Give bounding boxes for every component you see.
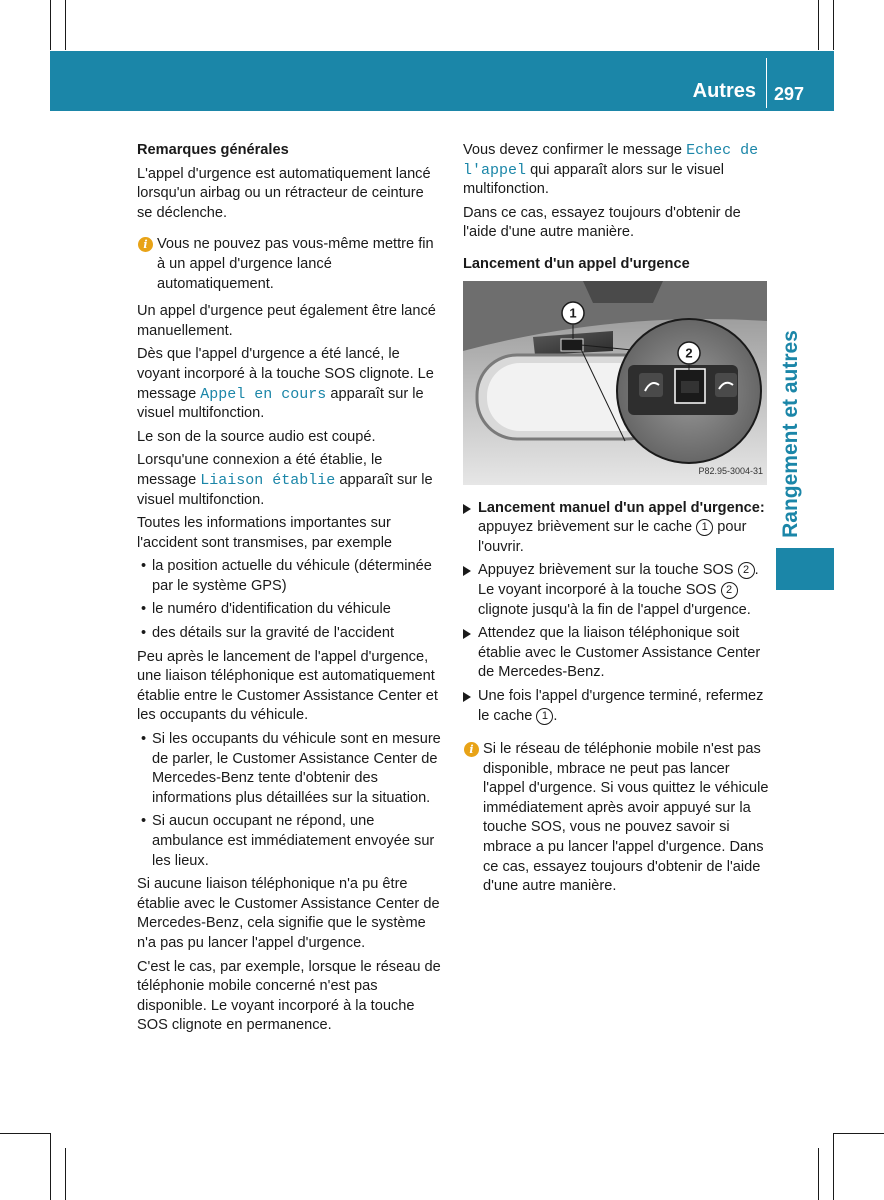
step-item: Une fois l'appel d'urgence terminé, refermez le cache 1 .: [463, 687, 769, 726]
crop-mark: [65, 1148, 66, 1200]
heading-general: Remarques générales: [137, 142, 289, 158]
info-note: [137, 235, 443, 294]
paragraph-case: C'est le cas, par exemple, lorsque le réseau de téléphonie mobile concerné n'est pas disponible. Le voyant incorporé à la touche SOS clignote en permanence.: [137, 958, 441, 1034]
step-item: Attendez que la liaison téléphonique soit établie avec le Customer Assistance Center de Mercedes-Benz.: [463, 624, 769, 683]
side-tab-text: Rangement et autres: [779, 330, 802, 538]
crop-mark: [833, 1133, 834, 1200]
crop-mark: [818, 0, 819, 50]
paragraph-after: Peu après le lancement de l'appel d'urgence, une liaison téléphonique est automatiquement établie entre le Customer Assistance Center et les occupants du véhicule.: [137, 648, 438, 724]
paragraph-intro: L'appel d'urgence est automatiquement lancé lorsqu'un airbag ou un rétracteur de ceinture se déclenche.: [137, 165, 431, 221]
paragraph-connected: Lorsqu'une connexion a été établie, le message Liaison établie apparaît sur le visuel multifonction.: [137, 452, 433, 508]
crop-mark: [0, 1133, 50, 1134]
paragraph-confirm: Vous devez confirmer le message Echec de l'appel qui apparaît alors sur le visuel multifonction.: [463, 142, 759, 198]
crop-mark: [65, 0, 66, 50]
callout-ref: 1: [536, 708, 553, 725]
display-message: Echec de l'appel: [463, 142, 759, 179]
crop-mark: [818, 1148, 819, 1200]
paragraph-no-link: Si aucune liaison téléphonique n'a pu être établie avec le Customer Assistance Center de Mercedes-Benz, cela signifie que le système n'a pas pu lancer l'appel d'urgence.: [137, 876, 440, 951]
step-item: Lancement manuel d'un appel d'urgence: appuyez brièvement sur le cache 1 pour l'ouvrir.: [463, 499, 769, 558]
list-item: • Si aucun occupant ne répond, une ambulance est immédiatement envoyée sur les lieux.: [137, 812, 443, 871]
side-tab-label: [776, 324, 806, 544]
crop-mark: [50, 1133, 51, 1200]
callout-ref: 2: [738, 562, 755, 579]
list-item: • Si les occupants du véhicule sont en mesure de parler, le Customer Assistance Center de Mercedes-Benz tente d'obtenir des informations plus détaillées sur la situation.: [137, 730, 443, 808]
arrow-right-icon: [463, 504, 471, 514]
assist-button: [715, 373, 737, 397]
right-column: [463, 141, 769, 905]
info-icon: i: [464, 742, 479, 757]
overhead-console-illustration: [463, 281, 767, 485]
callout-1-label: 1: [569, 305, 577, 321]
arrow-right-icon: [463, 629, 471, 639]
callout-ref: 2: [721, 582, 738, 599]
info-note-text: Si le réseau de téléphonie mobile n'est pas disponible, mbrace ne peut pas lancer l'appel d'urgence. Si vous quittez le véhicule immédiatement après avoir appuyé sur la touche SOS, vous ne pouvez savoir si mbrace a pu lancer l'appel d'urgence. Dans ce cas, essayez toujours d'obtenir de l'aide d'une autre manière.: [483, 741, 769, 895]
callout-2-label: 2: [685, 345, 693, 361]
phone-button: [639, 373, 663, 397]
sos-key: [681, 381, 699, 393]
list-item: • le numéro d'identification du véhicule: [137, 600, 443, 620]
paragraph-launched: Dès que l'appel d'urgence a été lancé, le voyant incorporé à la touche SOS clignote. Le message Appel en cours apparaît sur le visuel multifonction.: [137, 346, 434, 422]
list-item: • la position actuelle du véhicule (déterminée par le système GPS): [137, 557, 443, 596]
paragraph-try: Dans ce cas, essayez toujours d'obtenir de l'aide d'une autre manière.: [463, 204, 741, 241]
paragraph-audio: Le son de la source audio est coupé.: [137, 428, 376, 445]
paragraph-manual: Un appel d'urgence peut également être lancé manuellement.: [137, 303, 436, 339]
side-tab-marker: [776, 548, 834, 590]
crop-mark: [834, 1133, 884, 1134]
heading-launch: Lancement d'un appel d'urgence: [463, 255, 690, 272]
callout-ref: 1: [696, 519, 713, 536]
crop-mark: [833, 0, 834, 50]
bullet-list-info: [137, 557, 443, 643]
page-number: 297: [774, 84, 805, 104]
step-item: Appuyez brièvement sur la touche SOS 2 . Le voyant incorporé à la touche SOS 2 clignote jusqu'à la fin de l'appel d'urgence.: [463, 561, 769, 620]
header-separator: [766, 58, 767, 108]
bullet-list-after: [137, 730, 443, 871]
display-message: Liaison établie: [200, 471, 336, 489]
arrow-right-icon: [463, 692, 471, 702]
light-unit: [583, 281, 663, 303]
figure-overhead-console: [463, 281, 767, 485]
arrow-right-icon: [463, 566, 471, 576]
info-icon: i: [138, 237, 153, 252]
figure-code: P82.95-3004-31: [698, 465, 763, 476]
left-column: [137, 141, 443, 1040]
info-note: [463, 740, 769, 897]
step-list: [463, 499, 769, 727]
paragraph-info: Toutes les informations importantes sur l'accident sont transmises, par exemple: [137, 515, 393, 551]
list-item: • des détails sur la gravité de l'accident: [137, 624, 443, 644]
crop-mark: [50, 0, 51, 50]
sos-cover-small: [561, 339, 583, 351]
info-note-text: Vous ne pouvez pas vous-même mettre fin à un appel d'urgence lancé automatiquement.: [157, 236, 434, 292]
display-message: Appel en cours: [200, 385, 327, 403]
section-title: Autres: [692, 80, 756, 102]
